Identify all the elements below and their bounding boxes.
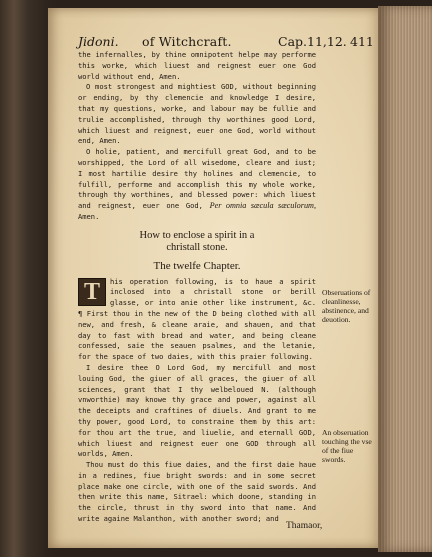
paragraph-3 [78,147,316,223]
dropcap-letter: T [78,278,106,306]
page-body [78,50,316,525]
paragraph-3-end: Amen. [78,211,100,221]
chapter-opening [78,277,316,363]
running-head-chapter: Cap.11,12. [278,34,347,49]
paragraph-2: O most strongest and mightiest GOD, without beginning or ending, by thy clemencie and knowledge I desire, that my questions, worke, and labour may be fullie and trulie accomplished, through thy worthines good Lord, which liuest and reignest, euer one God, world without end, Amen. [78,82,316,146]
section-heading-line-1: How to enclose a spirit in a [139,229,255,241]
running-head-center: of Witchcraft. [142,34,232,49]
paragraph-6: Thou must do this fiue daies, and the first daie haue in a redines, fiue bright swords: and in some secret place make one circle, with one of the said swords. And then write this name, Sitrael: which doone, standing in the circle, thrust in thy sword into that name. And write againe Malanthon, with another sword; and [78,460,316,524]
paragraph-1: the infernalles, by thine omnipotent helpe may performe this worke, which liuest and reignest euer one God world without end, Amen. [78,50,316,81]
page-number: 411 [350,34,374,49]
margin-note-2: An obseruation touching the vse of the fiue swords. [322,428,372,464]
section-heading [78,230,316,254]
section-heading-line-2: christall stone. [166,241,228,253]
paragraph-5: I desire thee O Lord God, my mercifull and most louing God, the giuer of all graces, the giuer of all sciences, grant that I thy welbeloued N. (although vnworthie) may knowe thy grace and power, against all the deceipts and craftines of diuels. And grant to me thy power, good Lord, to constraine them by this art: for thou art the true, and liuelie, and eternall GOD, which liuest and reignest euer one GOD through all worlds, Amen. [78,362,316,459]
running-head-title: Jidoni. [78,34,119,49]
catchword: Thamaor, [286,521,323,531]
paragraph-3-text: O holie, patient, and mercifull great God, and to be worshipped, the Lord of all wisedome, cleare and iust; I most hartilie desire thy holines and clemencie, to fulfill, performe and accomplish this my whole worke, through thy worthines, and blessed power: which liuest and reignest, euer one God, [78,147,316,211]
chapter-heading: The twelfe Chapter. [153,259,241,272]
paragraph-3-latin: Per omnia sæcula sæculorum, [209,201,316,211]
page-fore-edge [378,6,432,552]
margin-note-1: Obseruations of cleanlinesse, abstinence, and deuotion. [322,288,371,324]
paragraph-4: his operation following, is to haue a spirit inclosed into a christall stone or berill glasse, or into anie other like instrument, &c. ¶ First thou in the new of the D being clothed with all new, and fresh, & cleane araie, and shauen, and that day to fast with bread and water, and being cleane confessed, saie the seauen psalmes, and the letanie, for the space of two daies, with this praier following. [78,276,316,362]
